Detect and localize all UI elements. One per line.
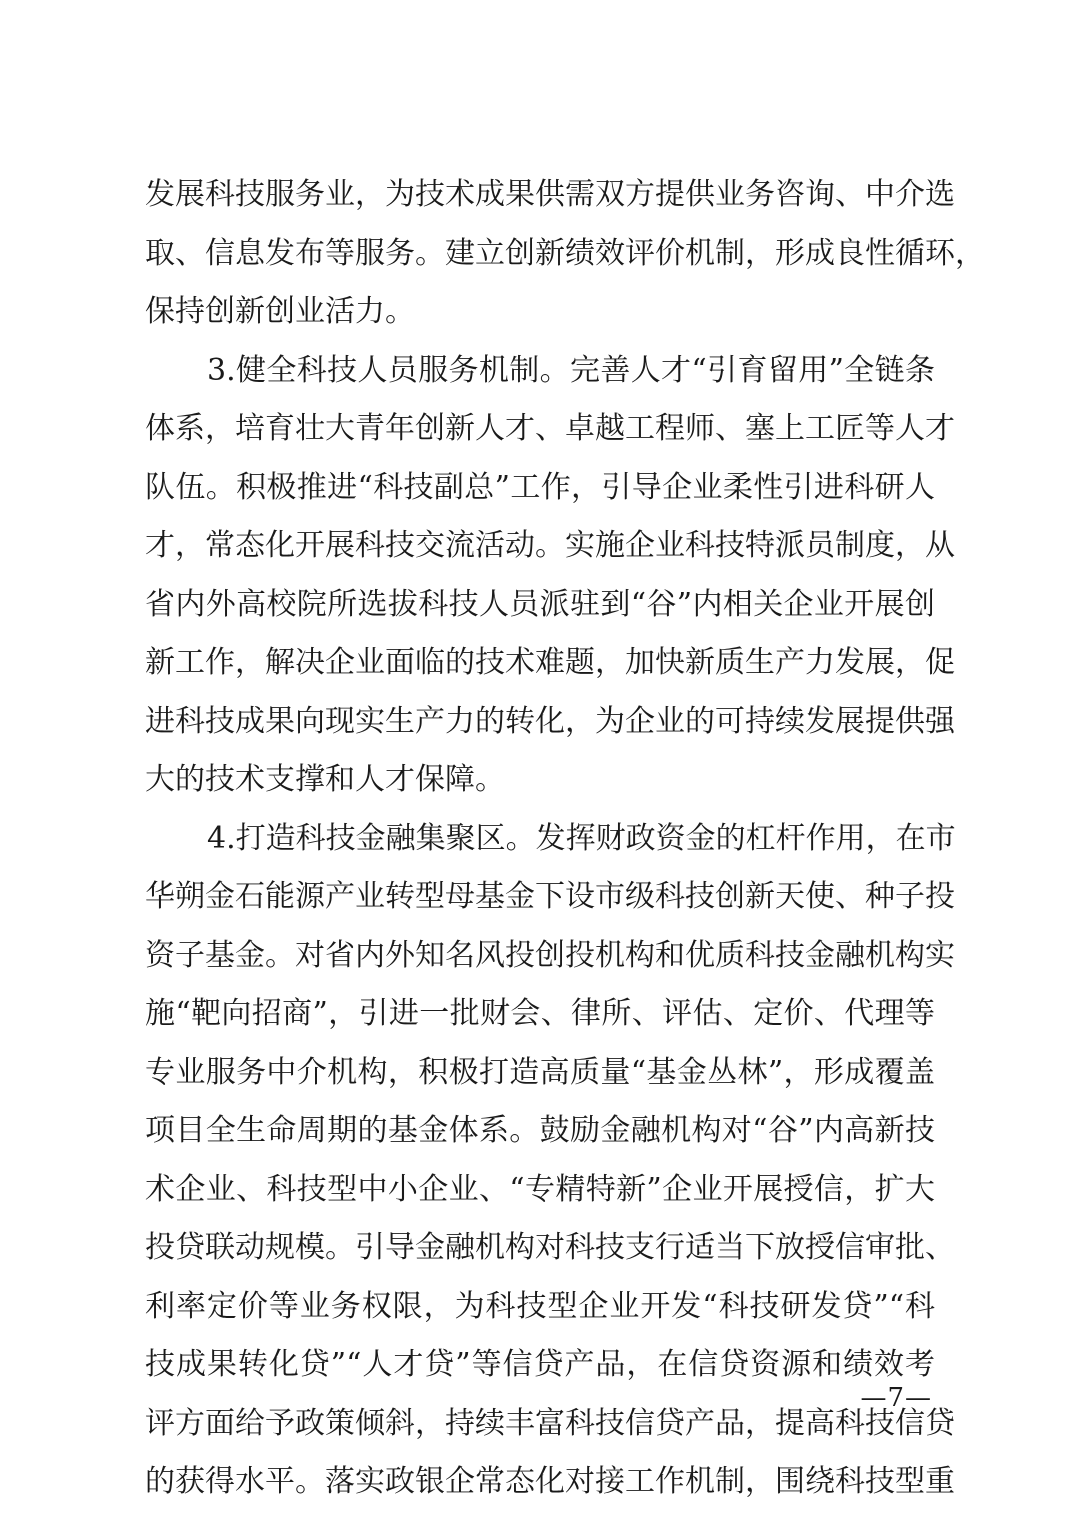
page-number: —7—: [860, 1383, 932, 1413]
text-line: 新工作，解决企业面临的技术难题，加快新质生产力发展，促: [145, 645, 955, 680]
text-line: 取、信息发布等服务。建立创新绩效评价机制，形成良性循环，: [145, 235, 985, 271]
text-line: 体系，培育壮大青年创新人才、卓越工程师、塞上工匠等人才: [145, 411, 955, 446]
text-line: 大的技术支撑和人才保障。: [145, 762, 505, 797]
text-line: 施“靶向招商”，引进一批财会、律所、评估、定价、代理等: [145, 996, 935, 1031]
text-line: 资子基金。对省内外知名风投创投机构和优质科技金融机构实: [145, 937, 955, 973]
text-line: 项目全生命周期的基金体系。鼓励金融机构对“谷”内高新技: [145, 1113, 935, 1148]
text-line: 发展科技服务业，为技术成果供需双方提供业务咨询、中介选: [145, 177, 955, 212]
text-line: 术企业、科技型中小企业、“专精特新”企业开展授信，扩大: [145, 1171, 935, 1207]
text-line: 队伍。积极推进“科技副总”工作，引导企业柔性引进科研人: [145, 469, 935, 505]
text-line: 评方面给予政策倾斜，持续丰富科技信贷产品，提高科技信贷: [145, 1405, 955, 1441]
text-line: 才，常态化开展科技交流活动。实施企业科技特派员制度，从: [145, 528, 955, 563]
text-line: 利率定价等业务权限，为科技型企业开发“科技研发贷”“科: [145, 1288, 935, 1324]
text-line: 4.打造科技金融集聚区。发挥财政资金的杠杆作用，在市: [207, 820, 956, 856]
text-line: 进科技成果向现实生产力的转化，为企业的可持续发展提供强: [145, 703, 955, 739]
text-line: 省内外高校院所选拔科技人员派驻到“谷”内相关企业开展创: [145, 586, 935, 622]
text-line: 的获得水平。落实政银企常态化对接工作机制，围绕科技型重: [145, 1464, 955, 1499]
text-line: 投贷联动规模。引导金融机构对科技支行适当下放授信审批、: [145, 1230, 955, 1265]
body-text: [145, 166, 985, 1512]
text-line: 保持创新创业活力。: [145, 294, 415, 329]
text-line: 华朔金石能源产业转型母基金下设市级科技创新天使、种子投: [145, 879, 955, 914]
text-line: 3.健全科技人员服务机制。完善人才“引育留用”全链条: [207, 352, 935, 388]
text-line: 技成果转化贷”“人才贷”等信贷产品，在信贷资源和绩效考: [145, 1347, 935, 1382]
text-line: 专业服务中介机构，积极打造高质量“基金丛林”，形成覆盖: [145, 1054, 935, 1090]
